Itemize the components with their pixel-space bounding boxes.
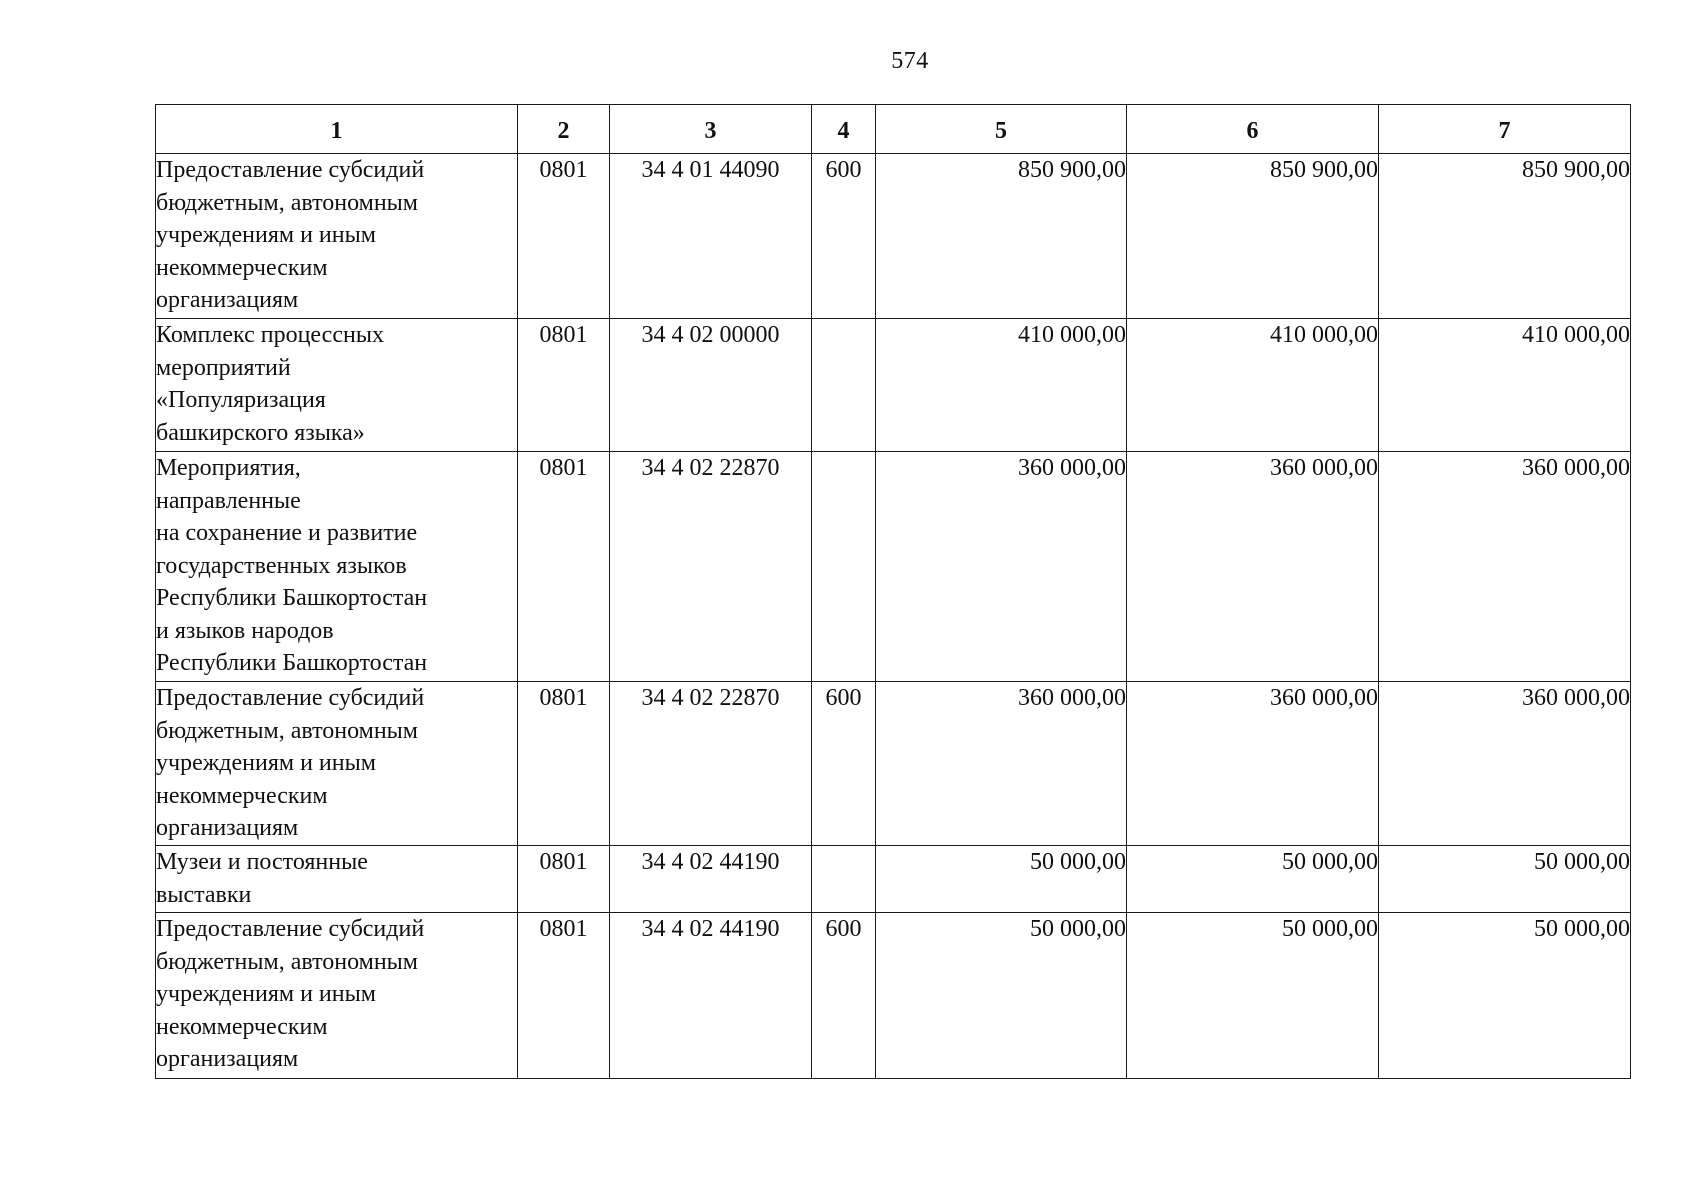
amount-column-5: 50 000,00 (876, 846, 1127, 913)
row-name-cell (156, 846, 518, 913)
row-name-cell (156, 452, 518, 682)
amount-column-7: 50 000,00 (1379, 846, 1631, 913)
amount-column-6: 850 900,00 (1127, 154, 1379, 319)
column-header-7: 7 (1379, 105, 1631, 154)
name-line: Предоставление субсидий (156, 157, 425, 183)
name-line: башкирского языка» (156, 419, 365, 446)
table-header (156, 105, 1631, 154)
target-code: 34 4 02 00000 (610, 319, 812, 452)
table-row (156, 846, 1631, 913)
budget-table (155, 104, 1631, 1079)
amount-column-7: 360 000,00 (1379, 682, 1631, 846)
expense-type-code: 600 (812, 682, 876, 846)
row-name-cell (156, 913, 518, 1079)
name-line: Предоставление субсидий (156, 685, 425, 711)
amount-column-7: 410 000,00 (1379, 319, 1631, 452)
amount-column-5: 360 000,00 (876, 452, 1127, 682)
name-line: учреждениям и иным (156, 981, 376, 1007)
name-line: на сохранение и развитие (156, 520, 418, 546)
amount-column-5: 410 000,00 (876, 319, 1127, 452)
name-line: Мероприятия, (156, 455, 301, 481)
amount-column-5: 850 900,00 (876, 154, 1127, 319)
name-line: мероприятий (156, 354, 291, 381)
table-row (156, 319, 1631, 452)
amount-column-5: 360 000,00 (876, 682, 1127, 846)
name-line: Республики Башкортостан (156, 650, 428, 676)
name-line: Комплекс процессных (156, 322, 384, 348)
expense-type-code (812, 846, 876, 913)
name-line: «Популяризация (156, 387, 326, 413)
amount-column-6: 360 000,00 (1127, 452, 1379, 682)
header-row (156, 105, 1631, 154)
column-header-5: 5 (876, 105, 1127, 154)
column-header-1: 1 (156, 105, 518, 154)
target-code: 34 4 02 22870 (610, 682, 812, 846)
expense-type-code: 600 (812, 913, 876, 1079)
name-line: бюджетным, автономным (156, 717, 418, 744)
table-row (156, 682, 1631, 846)
target-code: 34 4 02 44190 (610, 846, 812, 913)
name-line: некоммерческим (156, 254, 328, 281)
name-line: бюджетным, автономным (156, 189, 418, 216)
target-code: 34 4 01 44090 (610, 154, 812, 319)
row-name-cell (156, 154, 518, 319)
table-row (156, 913, 1631, 1079)
name-line: некоммерческим (156, 782, 328, 809)
expense-type-code (812, 452, 876, 682)
column-header-2: 2 (518, 105, 610, 154)
section-code: 0801 (518, 452, 610, 682)
name-line: бюджетным, автономным (156, 948, 418, 975)
name-line: учреждениям и иным (156, 222, 376, 248)
table-row (156, 154, 1631, 319)
amount-column-7: 360 000,00 (1379, 452, 1631, 682)
section-code: 0801 (518, 319, 610, 452)
name-line: организациям (156, 815, 299, 841)
name-line: организациям (156, 287, 299, 313)
amount-column-6: 50 000,00 (1127, 913, 1379, 1079)
column-header-3: 3 (610, 105, 812, 154)
amount-column-7: 50 000,00 (1379, 913, 1631, 1079)
name-line: и языков народов (156, 617, 334, 644)
name-line: государственных языков (156, 552, 407, 579)
name-line: организациям (156, 1046, 299, 1072)
section-code: 0801 (518, 682, 610, 846)
section-code: 0801 (518, 154, 610, 319)
section-code: 0801 (518, 913, 610, 1079)
amount-column-7: 850 900,00 (1379, 154, 1631, 319)
name-line: Музеи и постоянные (156, 849, 368, 875)
target-code: 34 4 02 22870 (610, 452, 812, 682)
section-code: 0801 (518, 846, 610, 913)
expense-type-code (812, 319, 876, 452)
table-row (156, 452, 1631, 682)
amount-column-6: 410 000,00 (1127, 319, 1379, 452)
table-body (156, 154, 1631, 1079)
name-line: некоммерческим (156, 1013, 328, 1040)
name-line: выставки (156, 881, 252, 908)
name-line: учреждениям и иным (156, 750, 376, 776)
page-number: 574 (891, 48, 929, 74)
row-name-cell (156, 682, 518, 846)
amount-column-6: 50 000,00 (1127, 846, 1379, 913)
name-line: Республики Башкортостан (156, 585, 428, 611)
column-header-6: 6 (1127, 105, 1379, 154)
column-header-4: 4 (812, 105, 876, 154)
target-code: 34 4 02 44190 (610, 913, 812, 1079)
amount-column-6: 360 000,00 (1127, 682, 1379, 846)
row-name-cell (156, 319, 518, 452)
amount-column-5: 50 000,00 (876, 913, 1127, 1079)
expense-type-code: 600 (812, 154, 876, 319)
name-line: Предоставление субсидий (156, 916, 425, 942)
name-line: направленные (156, 487, 301, 514)
